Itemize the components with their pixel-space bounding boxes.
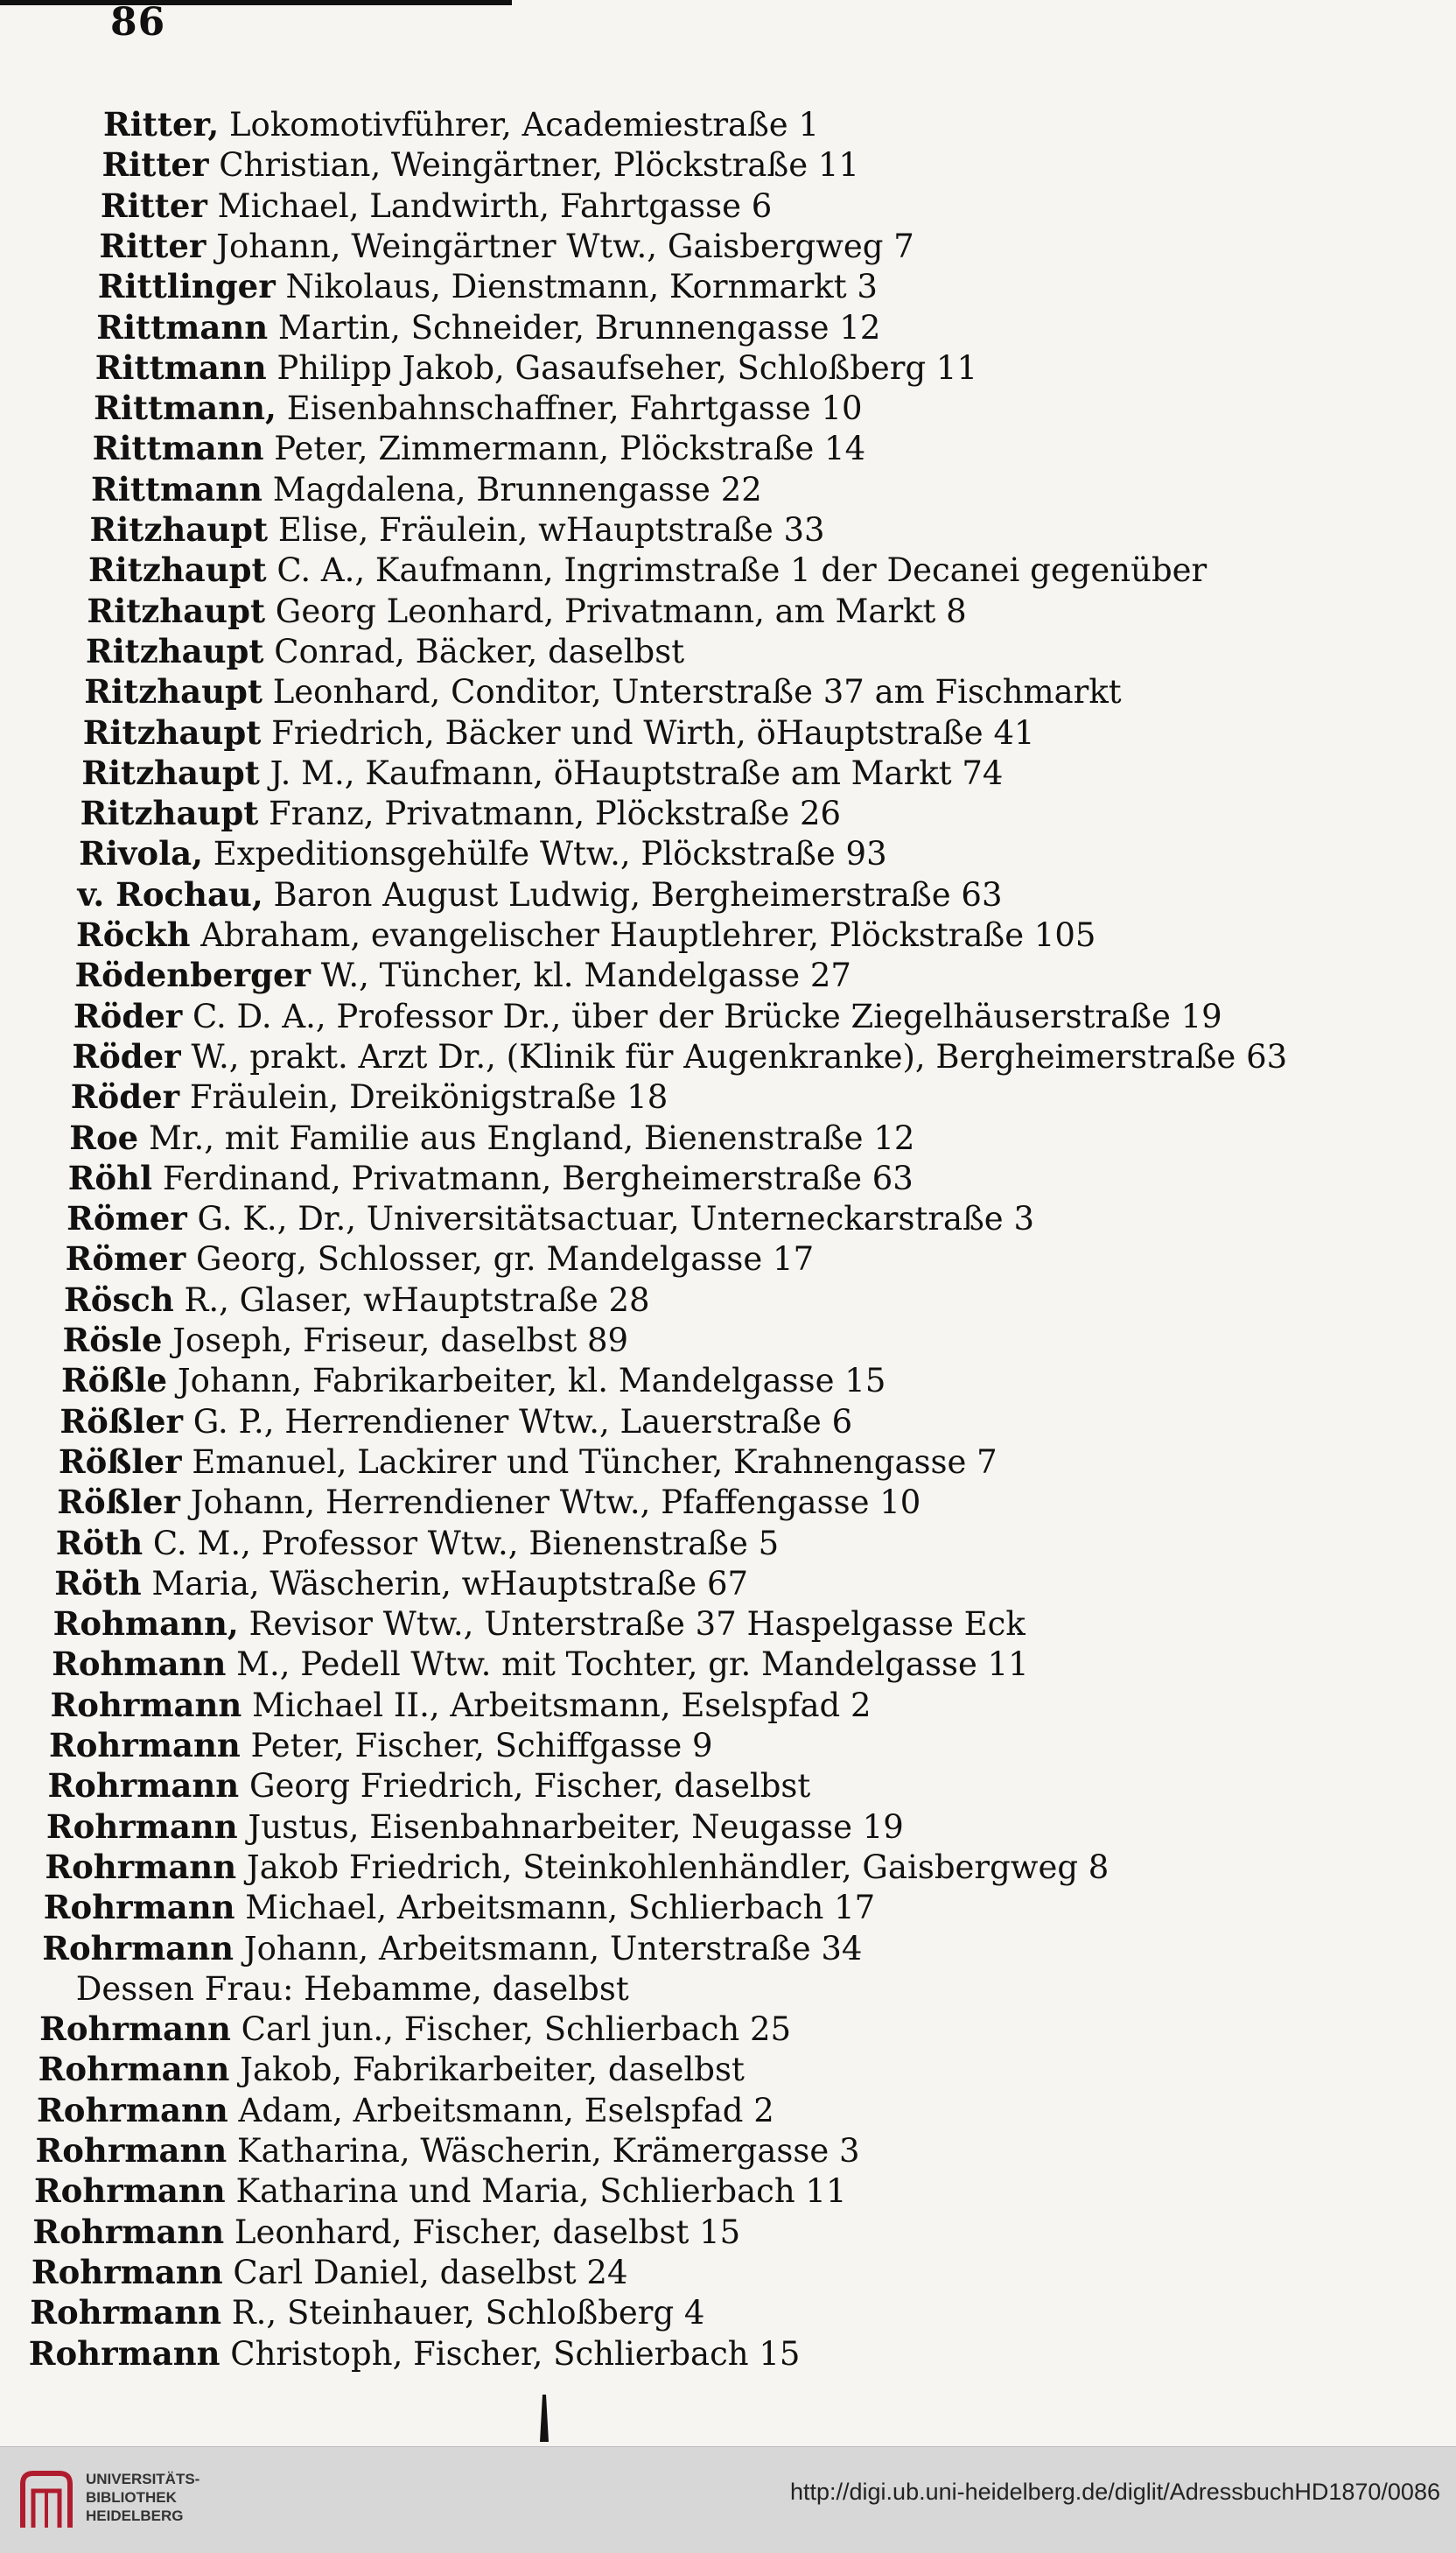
entry-surname: Röth [55,1523,144,1562]
entry-surname: Rittlinger [97,267,276,306]
entry-details: Carl jun., Fischer, Schlierbach 25 [230,2010,792,2049]
entry-surname: Rohrmann [28,2333,220,2373]
entry-details: Georg, Schlosser, gr. Mandelgasse 17 [186,1240,815,1279]
address-entry [93,428,866,468]
entry-details: Abraham, evangelischer Hauptlehrer, Plöckstraße 105 [190,916,1096,954]
entry-details: J. M., Kaufmann, öHauptstraße am Markt 74 [259,754,1004,792]
printing-mark [540,2395,549,2442]
entry-surname: Rößler [58,1441,182,1481]
address-entry [52,1644,1029,1684]
address-entry [99,226,914,266]
entry-surname: Rohrmann [37,2090,228,2129]
entry-details: C. M., Professor Wtw., Bienenstraße 5 [143,1524,780,1562]
entry-details: Johann, Herrendiener Wtw., Pfaffengasse 10 [179,1483,921,1522]
entry-surname: Rößler [57,1483,180,1522]
entry-surname: Rohrmann [30,2293,222,2332]
entry-details: Dessen Frau: Hebamme, daselbst [75,1969,629,2008]
address-entry [42,1928,862,1968]
entry-details: Magdalena, Brunnengasse 22 [262,470,762,508]
page-number: 86 [110,0,166,45]
entry-surname: Ritzhaupt [88,551,267,590]
viewer-footer [0,2446,1456,2553]
entry-details: Eisenbahnschaffner, Fahrtgasse 10 [276,389,863,428]
entry-surname: Rittmann [94,347,267,387]
entry-details: Michael, Arbeitsmann, Schlierbach 17 [234,1889,876,1927]
entry-surname: Rohrmann [42,1928,234,1967]
address-entry [101,186,772,226]
entry-surname: Rohrmann [33,2171,226,2211]
entry-details: Christian, Weingärtner, Plöckstraße 11 [208,146,859,185]
address-entry [95,347,977,388]
address-entry [63,1320,629,1360]
entry-surname: Rödenberger [74,956,311,995]
entry-surname: Röder [72,1036,181,1076]
entry-surname: Römer [65,1239,186,1279]
address-entry [64,1280,650,1320]
address-entry [86,631,684,671]
entry-details: Ferdinand, Privatmann, Bergheimerstraße 63 [152,1159,914,1197]
entry-surname: Roe [69,1118,139,1157]
address-entry [56,1523,779,1563]
address-entry [32,2252,628,2292]
address-entry [84,671,1121,712]
address-entry [53,1603,1026,1644]
entry-details: C. D. A., Professor Dr., über der Brücke Ziegelhäuserstraße 19 [182,997,1222,1035]
address-entry [96,307,880,347]
entry-details: Michael, Landwirth, Fahrtgasse 6 [206,186,773,225]
entry-surname: Rohrmann [35,2131,228,2170]
entry-surname: Rohrmann [38,2050,230,2089]
entry-details: Martin, Schneider, Brunnengasse 12 [268,308,881,347]
entry-details: Philipp Jakob, Gasaufseher, Schloßberg 11 [266,348,977,387]
entry-surname: Rohmann, [52,1604,239,1644]
address-entry [47,1765,810,1806]
entry-surname: Rittmann, [94,389,276,428]
entry-details: Lokomotivführer, Academiestraße 1 [219,106,819,144]
address-entry [51,1685,872,1725]
entry-details: Mr., mit Familie aus England, Bienenstraße 12 [138,1119,915,1157]
entry-details: Expeditionsgehülfe Wtw., Plöckstraße 93 [203,835,887,873]
address-entry [81,753,1003,793]
address-entry [72,1036,1287,1077]
address-entry [66,1238,815,1279]
address-entry [80,793,841,833]
entry-details: W., prakt. Arzt Dr., (Klinik für Augenkranke), Bergheimerstraße 63 [180,1037,1288,1076]
address-entry [78,874,1003,915]
address-entry [94,388,862,428]
entry-details: R., Glaser, wHauptstraße 28 [173,1280,650,1319]
entry-surname: Rösle [62,1321,163,1359]
entry-surname: Ritter [99,226,206,265]
address-entry [44,1887,875,1927]
address-entry [102,144,859,185]
entry-details: Franz, Privatmann, Plöckstraße 26 [258,795,842,833]
entry-details: Revisor Wtw., Unterstraße 37 Haspelgasse Eck [238,1605,1026,1644]
address-entry [87,591,966,631]
entry-surname: Rivola, [79,834,203,873]
entry-surname: Rohrmann [39,2009,231,2049]
address-entry [98,266,878,306]
entry-surname: Ritzhaupt [81,753,260,792]
address-entry [34,2171,847,2211]
entry-details: Conrad, Bäcker, daselbst [263,632,685,670]
entry-surname: Röth [54,1563,142,1603]
address-entry [46,1806,904,1847]
entry-details: Carl Daniel, daselbst 24 [222,2253,628,2291]
address-entry [79,833,887,873]
entry-details: Fräulein, Dreikönigstraße 18 [179,1078,668,1117]
entry-surname: Rohrmann [50,1685,242,1724]
entry-details: Peter, Fischer, Schiffgasse 9 [240,1727,713,1764]
library-name [86,2470,200,2525]
address-entry [71,1077,668,1117]
entry-details: Justus, Eisenbahnarbeiter, Neugasse 19 [237,1807,904,1846]
address-entry [69,1118,914,1158]
entry-surname: Rittmann [91,469,262,508]
address-entry [29,2333,801,2374]
entry-surname: Rohrmann [43,1888,235,1927]
entry-details: Baron August Ludwig, Bergheimerstraße 63 [262,875,1003,914]
entry-details: Jakob, Fabrikarbeiter, daselbst [229,2051,745,2089]
entry-details: G. K., Dr., Universitätsactuar, Unterneckarstraße 3 [186,1200,1034,1238]
address-entry [49,1725,713,1765]
entry-details: Adam, Arbeitsmann, Eselspfad 2 [228,2091,774,2129]
permalink-url[interactable]: http://digi.ub.uni-heidelberg.de/diglit/AdressbuchHD1870/0086 [789,2479,1440,2505]
address-entry [103,104,819,144]
entry-surname: v. Rochau, [77,874,263,914]
entry-surname: Rohrmann [32,2212,225,2251]
address-entry [45,1847,1109,1887]
entry-surname: Römer [66,1199,187,1238]
address-entry [38,2049,745,2089]
address-entry [61,1360,886,1400]
entry-details: Jakob Friedrich, Steinkohlenhändler, Gaisbergweg 8 [236,1848,1110,1886]
address-entry [74,996,1222,1036]
entry-surname: Ritter, [103,105,220,144]
entry-surname: Röhl [67,1158,153,1197]
entry-surname: Ritzhaupt [80,794,259,833]
entry-details: Leonhard, Fischer, daselbst 15 [224,2213,741,2251]
address-entry [54,1563,748,1603]
entry-details: Joseph, Friseur, daselbst 89 [162,1322,629,1359]
entry-surname: Rösch [64,1280,174,1319]
entry-details: Elise, Fräulein, wHauptstraße 33 [268,511,825,549]
entry-details: Maria, Wäscherin, wHauptstraße 67 [141,1564,749,1603]
entry-details: C. A., Kaufmann, Ingrimstraße 1 der Decanei gegenüber [266,551,1208,590]
entry-details: M., Pedell Wtw. mit Tochter, gr. Mandelgasse 11 [226,1645,1029,1684]
entry-details: Nikolaus, Dienstmann, Kornmarkt 3 [275,268,878,306]
entry-details: Johann, Fabrikarbeiter, kl. Mandelgasse 15 [167,1362,886,1400]
library-name-line: UNIVERSITÄTS- [86,2471,200,2487]
entry-details: Katharina und Maria, Schlierbach 11 [225,2172,847,2211]
address-entry [76,915,1096,955]
entry-details: Georg Friedrich, Fischer, daselbst [239,1767,811,1806]
entry-details: Katharina, Wäscherin, Krämergasse 3 [227,2132,860,2170]
address-entry [90,509,825,550]
entry-details: W., Tüncher, kl. Mandelgasse 27 [311,957,851,995]
address-entry [36,2130,860,2171]
entry-details: G. P., Herrendiener Wtw., Lauerstraße 6 [183,1402,853,1441]
entry-surname: Rohrmann [46,1806,238,1846]
entry-surname: Ritzhaupt [87,591,266,630]
address-entry [59,1441,998,1482]
address-entry [76,1968,629,2009]
address-entry [74,955,851,995]
entry-details: Peter, Zimmermann, Plöckstraße 14 [263,430,866,468]
entry-surname: Ritter [102,145,209,185]
entry-details: Georg Leonhard, Privatmann, am Markt 8 [265,592,967,630]
entry-surname: Röckh [76,915,191,954]
address-entry [39,2009,791,2049]
entry-details: Leonhard, Conditor, Unterstraße 37 am Fischmarkt [262,673,1122,712]
address-entry [91,469,762,509]
address-entry [37,2090,774,2130]
entry-details: Emanuel, Lackirer und Tüncher, Krahnengasse 7 [181,1442,998,1481]
address-entry [66,1198,1034,1238]
entry-details: Johann, Arbeitsmann, Unterstraße 34 [234,1929,863,1967]
entry-surname: Rittmann [96,307,269,347]
entry-details: Friedrich, Bäcker und Wirth, öHauptstraße 41 [261,713,1035,752]
entry-details: Michael II., Arbeitsmann, Eselspfad 2 [242,1686,872,1724]
entry-details: R., Steinhauer, Schloßberg 4 [221,2294,705,2332]
entry-surname: Röder [70,1077,180,1117]
entry-details: Johann, Weingärtner Wtw., Gaisbergweg 7 [206,227,914,265]
entry-surname: Rohmann [52,1645,227,1684]
entry-surname: Ritzhaupt [89,510,269,549]
library-name-line: BIBLIOTHEK [86,2489,177,2506]
entry-surname: Ritzhaupt [82,712,262,752]
entry-surname: Rößle [60,1361,168,1400]
address-entry [68,1158,914,1198]
address-entry [88,550,1207,590]
top-rule [0,0,512,5]
library-logo-icon [16,2466,77,2533]
entry-details: Christoph, Fischer, Schlierbach 15 [220,2334,801,2373]
entry-surname: Rohrmann [47,1766,240,1806]
entry-surname: Rohrmann [49,1726,241,1764]
entry-surname: Rittmann [92,429,264,468]
address-entry [32,2212,740,2252]
entry-surname: Ritter [100,186,207,225]
entry-surname: Rößler [60,1401,184,1441]
entry-surname: Ritzhaupt [84,672,262,712]
entry-surname: Rohrmann [31,2252,223,2291]
library-name-line: HEIDELBERG [86,2507,184,2524]
address-entry [30,2292,704,2332]
entry-surname: Ritzhaupt [85,631,264,670]
entry-surname: Rohrmann [45,1847,237,1886]
address-entry [83,712,1035,753]
address-entry [60,1401,852,1441]
address-entry [57,1482,920,1522]
entry-surname: Röder [73,996,183,1035]
